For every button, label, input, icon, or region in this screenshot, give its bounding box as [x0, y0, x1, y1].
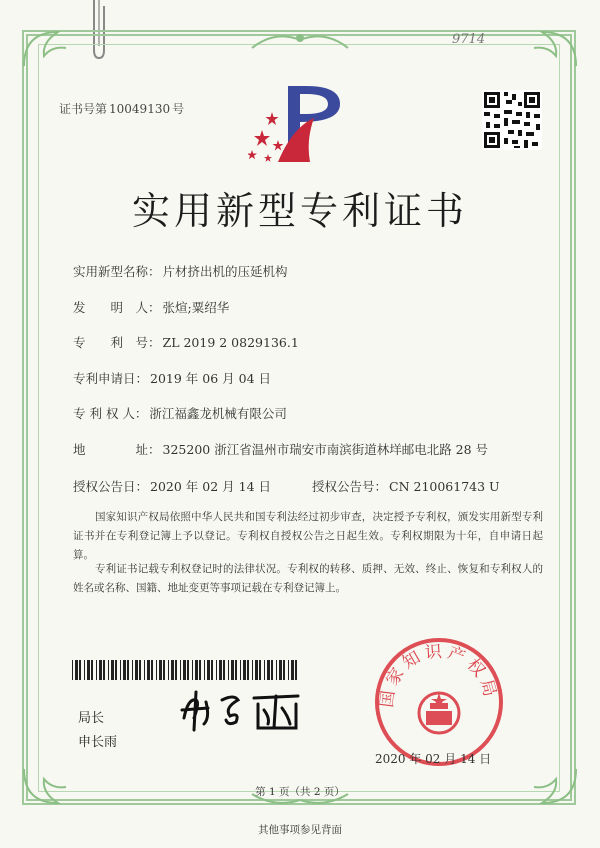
field-label: 地 址：	[73, 442, 161, 457]
corner-ornament-icon	[508, 30, 578, 68]
field-patent-number	[73, 333, 299, 351]
top-ornament-icon	[250, 28, 350, 50]
field-value: 325200 浙江省温州市瑞安市南滨街道林垟邮电北路 28 号	[162, 442, 489, 457]
field-value: 片材挤出机的压延机构	[162, 264, 288, 279]
field-value: CN 210061743 U	[389, 479, 500, 494]
barcode-icon	[72, 660, 302, 680]
statement-paragraph: 国家知识产权局依照中华人民共和国专利法经过初步审查，决定授予专利权，颁发实用新型专利证书并在专利登记簿上予以登记。专利权自授权公告之日起生效。专利权期限为十年，自申请日起算。	[73, 511, 543, 561]
director-name: 申长雨	[78, 735, 118, 750]
director-signature	[178, 688, 328, 734]
footer-note: 其他事项参见背面	[258, 824, 342, 836]
field-value: ZL 2019 2 0829136.1	[162, 335, 299, 350]
field-label: 授权公告日：	[73, 479, 149, 494]
field-application-date	[73, 369, 271, 387]
director-title: 局长	[78, 711, 105, 726]
cert-no-suffix: 号	[172, 102, 185, 116]
field-label: 专 利 权 人：	[73, 406, 148, 421]
field-address	[73, 440, 488, 458]
handwritten-note: 9714	[452, 32, 486, 47]
field-grant-date	[73, 477, 271, 495]
cert-no-value: 10049130	[109, 102, 171, 116]
field-label: 实用新型名称：	[73, 264, 161, 279]
field-label: 专利申请日：	[73, 371, 149, 386]
field-value: 2019 年 06 月 04 日	[150, 371, 272, 386]
field-label: 授权公告号：	[312, 479, 388, 494]
seal-text: 国家知识产权局	[377, 641, 501, 709]
statement-paragraph: 专利证书记载专利权登记时的法律状况。专利权的转移、质押、无效、终止、恢复和专利权人的姓名或名称、国籍、地址变更等事项记载在专利登记簿上。	[73, 563, 543, 594]
corner-ornament-icon	[22, 30, 92, 68]
cert-no-label: 证书号第	[59, 102, 108, 116]
field-value: 2020 年 02 月 14 日	[150, 479, 272, 494]
cnipa-logo-icon	[248, 82, 358, 168]
field-utility-model-name	[73, 262, 288, 280]
qr-code-icon	[482, 90, 542, 150]
field-label: 发 明 人：	[73, 300, 161, 315]
field-patentee	[73, 404, 287, 422]
page-number: 第 1 页（共 2 页）	[255, 786, 345, 798]
field-grant-number	[312, 477, 500, 495]
field-value: 张煊;粟绍华	[162, 300, 230, 315]
field-inventor	[73, 298, 229, 316]
field-value: 浙江福鑫龙机械有限公司	[149, 406, 287, 421]
field-label: 专 利 号：	[73, 335, 161, 350]
official-seal	[372, 635, 506, 769]
certificate-number	[57, 100, 184, 117]
certificate-title: 实用新型专利证书	[131, 189, 468, 233]
seal-date: 2020 年 02 月 14 日	[375, 752, 492, 766]
